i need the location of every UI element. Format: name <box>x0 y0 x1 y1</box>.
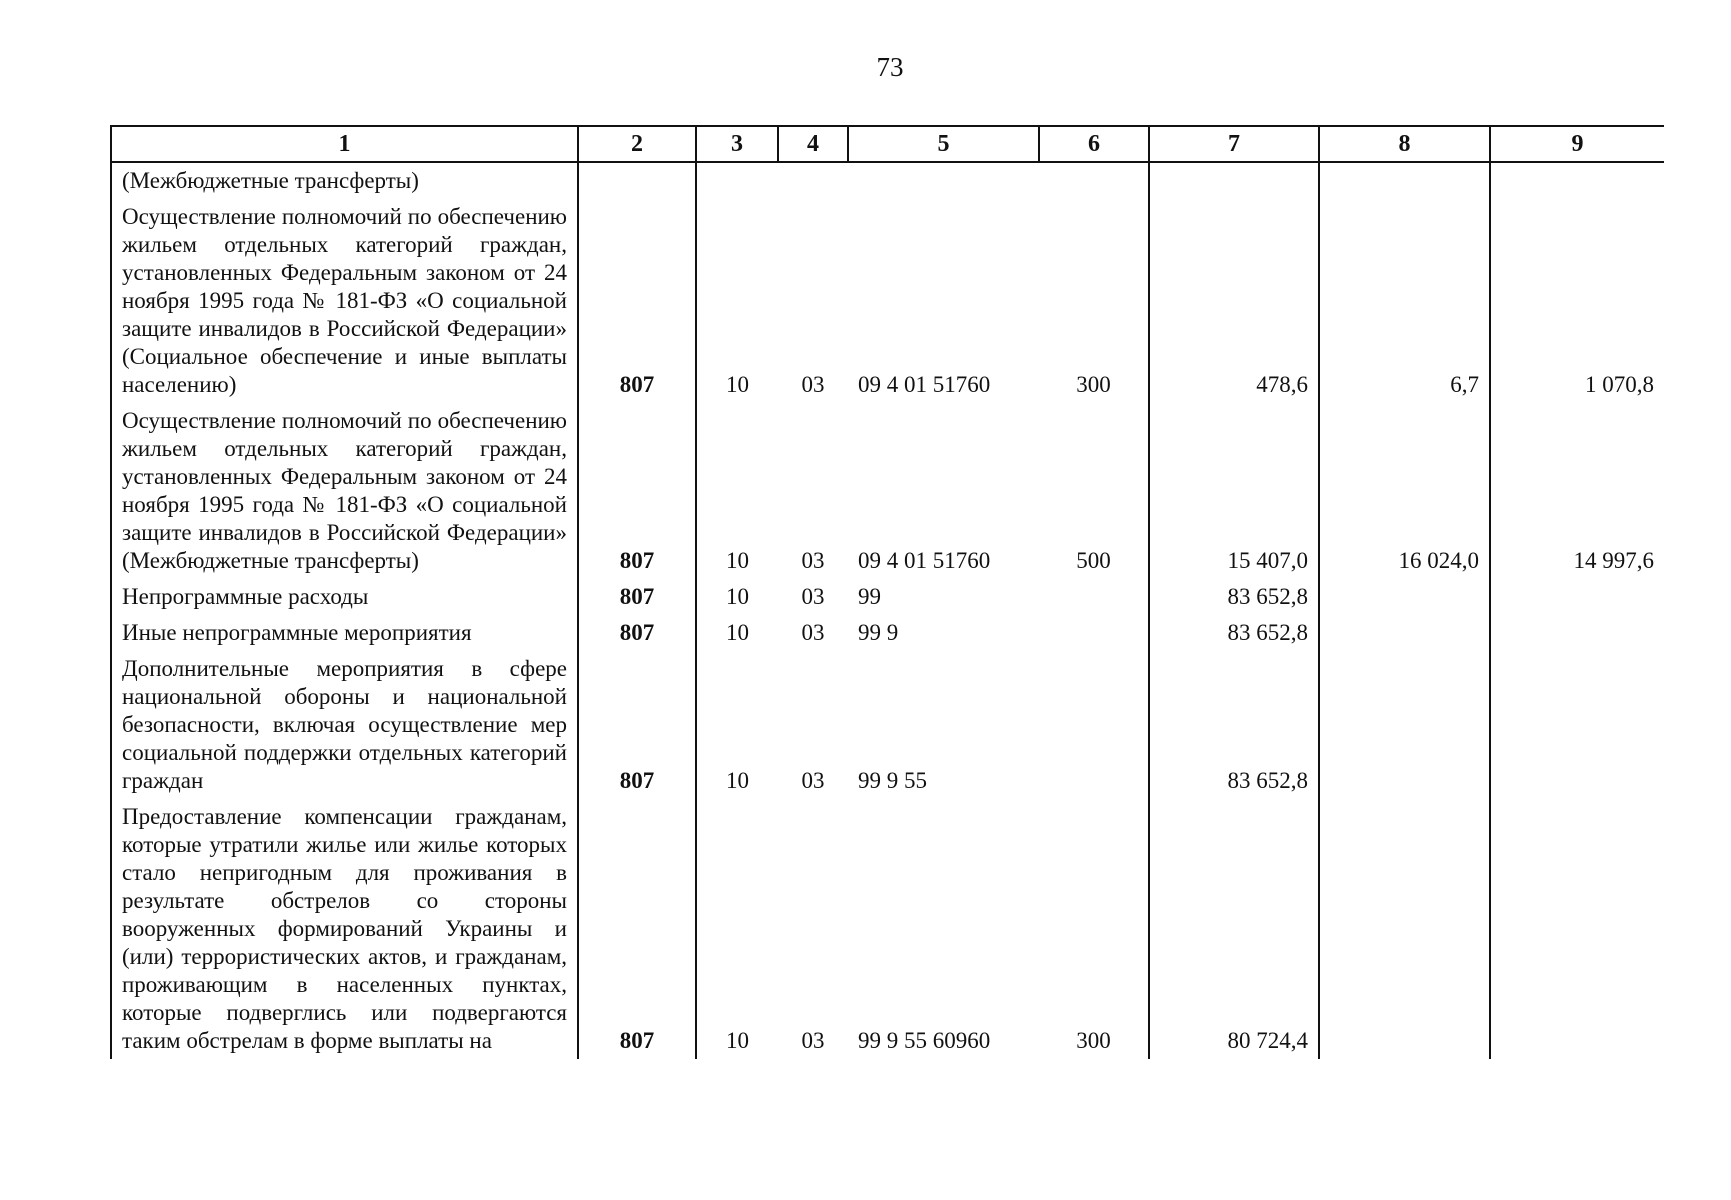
row-amount-col9: 14 997,6 <box>1490 403 1664 579</box>
row-target-article: 99 <box>858 584 881 609</box>
row-section: 10 <box>696 403 778 579</box>
table-row <box>111 799 1664 1059</box>
row-expense-type <box>1039 162 1149 199</box>
row-amount-col9: 1 070,8 <box>1490 199 1664 403</box>
row-target-article: 99 9 <box>858 620 899 645</box>
header-cell-7: 7 <box>1149 126 1319 162</box>
row-description: Непрограммные расходы <box>111 579 578 615</box>
row-target-article: 09 4 01 51760 <box>858 548 991 573</box>
row-amount-col8 <box>1319 162 1490 199</box>
row-code: 807 <box>578 799 696 1059</box>
row-description: Осуществление полномочий по обеспечению жильем отдельных категорий граждан, установленных Федеральным законом от 24 ноября 1995 года № 181-ФЗ «О социальной защите инвалидов в Российской Федерации» (Межбюджетные трансферты) <box>111 403 578 579</box>
row-subsection: 03 <box>801 768 825 793</box>
row-section: 10 <box>696 615 778 651</box>
row-amount-col8 <box>1319 799 1490 1059</box>
row-target-article: 99 9 55 60960 <box>858 1028 991 1053</box>
row-expense-type: 500 <box>1039 403 1149 579</box>
row-code: 807 <box>578 579 696 615</box>
row-amount-col9 <box>1490 162 1664 199</box>
row-section: 10 <box>696 651 778 799</box>
row-amount-col7: 478,6 <box>1149 199 1319 403</box>
row-amount-col9 <box>1490 579 1664 615</box>
table-row <box>111 199 1664 403</box>
row-section: 10 <box>696 199 778 403</box>
row-description: Иные непрограммные мероприятия <box>111 615 578 651</box>
header-cell-3: 3 <box>696 126 778 162</box>
header-cell-8: 8 <box>1319 126 1490 162</box>
row-target-article <box>848 162 1039 199</box>
row-amount-col7: 83 652,8 <box>1149 579 1319 615</box>
row-amount-col9 <box>1490 651 1664 799</box>
row-amount-col7: 80 724,4 <box>1149 799 1319 1059</box>
row-description: Осуществление полномочий по обеспечению жильем отдельных категорий граждан, установленных Федеральным законом от 24 ноября 1995 года № 181-ФЗ «О социальной защите инвалидов в Российской Федерации» (Социальное обеспечение и иные выплаты населению) <box>111 199 578 403</box>
header-row <box>111 126 1664 162</box>
header-cell-1: 1 <box>111 126 578 162</box>
table-row <box>111 651 1664 799</box>
row-section: 10 <box>696 579 778 615</box>
row-code <box>578 162 696 199</box>
row-section <box>696 162 778 199</box>
table-row <box>111 162 1664 199</box>
page-number: 73 <box>876 52 904 82</box>
row-expense-type: 300 <box>1039 199 1149 403</box>
header-cell-9: 9 <box>1490 126 1664 162</box>
row-expense-type <box>1039 651 1149 799</box>
row-section: 10 <box>696 799 778 1059</box>
row-subsection: 03 <box>801 548 825 573</box>
row-amount-col7 <box>1149 162 1319 199</box>
table-row <box>111 403 1664 579</box>
row-subsection: 03 <box>801 1028 825 1053</box>
budget-table <box>110 125 1664 1059</box>
row-description: Предоставление компенсации гражданам, которые утратили жилье или жилье которых стало непригодным для проживания в результате обстрелов со стороны вооруженных формирований Украины и (или) террористических актов, и гражданам, проживающим в населенных пунктах, которые подверглись или подвергаются таким обстрелам в форме выплаты на <box>111 799 578 1059</box>
row-amount-col8: 6,7 <box>1319 199 1490 403</box>
table-row <box>111 579 1664 615</box>
row-amount-col7: 15 407,0 <box>1149 403 1319 579</box>
row-target-article: 09 4 01 51760 <box>858 372 991 397</box>
row-subsection <box>778 162 848 199</box>
row-amount-col8 <box>1319 615 1490 651</box>
table-row <box>111 615 1664 651</box>
row-code: 807 <box>578 651 696 799</box>
row-amount-col7: 83 652,8 <box>1149 651 1319 799</box>
row-subsection: 03 <box>801 372 825 397</box>
row-amount-col8: 16 024,0 <box>1319 403 1490 579</box>
header-cell-6: 6 <box>1039 126 1149 162</box>
row-amount-col8 <box>1319 651 1490 799</box>
header-cell-4: 4 <box>778 126 848 162</box>
row-subsection: 03 <box>801 620 825 645</box>
row-amount-col9 <box>1490 615 1664 651</box>
row-subsection: 03 <box>801 584 825 609</box>
row-expense-type <box>1039 579 1149 615</box>
row-amount-col7: 83 652,8 <box>1149 615 1319 651</box>
header-cell-2: 2 <box>578 126 696 162</box>
row-description: Дополнительные мероприятия в сфере национальной обороны и национальной безопасности, включая осуществление мер социальной поддержки отдельных категорий граждан <box>111 651 578 799</box>
row-code: 807 <box>578 615 696 651</box>
row-description: (Межбюджетные трансферты) <box>111 162 578 199</box>
row-code: 807 <box>578 199 696 403</box>
row-amount-col8 <box>1319 579 1490 615</box>
row-target-article: 99 9 55 <box>858 768 927 793</box>
header-cell-5: 5 <box>848 126 1039 162</box>
budget-table-container <box>110 125 1664 1145</box>
row-expense-type: 300 <box>1039 799 1149 1059</box>
row-code: 807 <box>578 403 696 579</box>
row-expense-type <box>1039 615 1149 651</box>
row-amount-col9 <box>1490 799 1664 1059</box>
